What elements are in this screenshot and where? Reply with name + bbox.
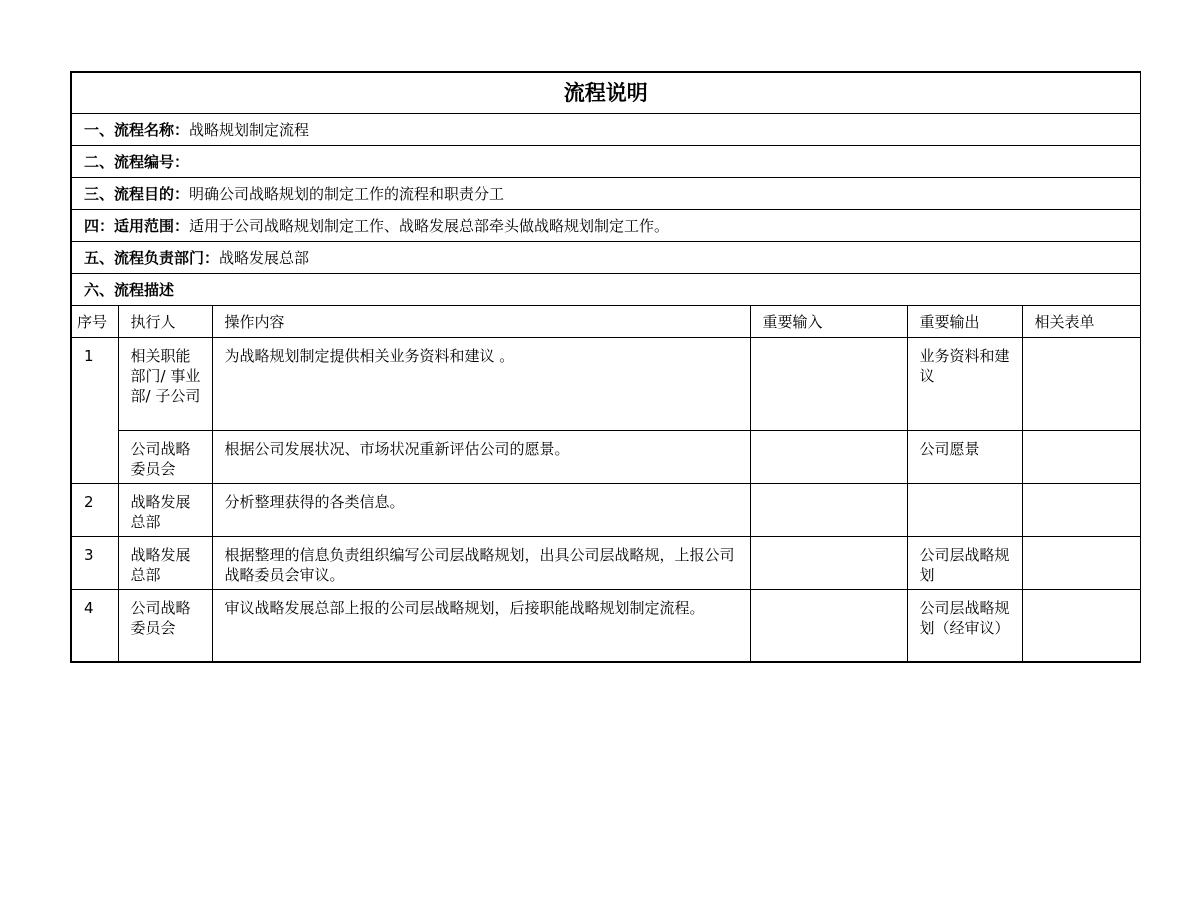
meta-label: 五、流程负责部门： xyxy=(84,248,220,267)
table-row xyxy=(71,590,1140,663)
cell-form xyxy=(1022,484,1140,537)
cell-form xyxy=(1022,338,1140,431)
meta-label: 三、流程目的： xyxy=(84,184,190,203)
cell-content: 分析整理获得的各类信息。 xyxy=(212,484,750,537)
table-row xyxy=(71,537,1140,590)
cell-no: 3 xyxy=(71,537,118,590)
cell-no: 1 xyxy=(71,338,118,484)
cell-input xyxy=(750,537,907,590)
table-row xyxy=(71,484,1140,537)
cell-output: 公司愿景 xyxy=(907,431,1022,484)
column-header-form: 相关表单 xyxy=(1022,306,1140,338)
table-row xyxy=(71,338,1140,431)
meta-process-name xyxy=(71,114,1140,146)
meta-value: 明确公司战略规划的制定工作的流程和职责分工 xyxy=(189,184,505,203)
column-header-content: 操作内容 xyxy=(212,306,750,338)
meta-label: 一、流程名称： xyxy=(84,120,190,139)
meta-label: 四：适用范围： xyxy=(84,216,190,235)
cell-form xyxy=(1022,590,1140,663)
cell-no: 2 xyxy=(71,484,118,537)
cell-executor: 公司战略委员会 xyxy=(118,590,212,663)
table-header-row xyxy=(71,306,1140,338)
cell-output: 公司层战略规划（经审议） xyxy=(907,590,1022,663)
meta-responsible-dept xyxy=(71,242,1140,274)
cell-form xyxy=(1022,431,1140,484)
meta-process-number xyxy=(71,146,1140,178)
cell-executor: 公司战略委员会 xyxy=(118,431,212,484)
cell-executor: 战略发展总部 xyxy=(118,484,212,537)
meta-process-purpose xyxy=(71,178,1140,210)
cell-content: 根据整理的信息负责组织编写公司层战略规划，出具公司层战略规，上报公司战略委员会审议。 xyxy=(212,537,750,590)
cell-form xyxy=(1022,537,1140,590)
column-header-no: 序号 xyxy=(71,306,118,338)
meta-process-description xyxy=(71,274,1140,306)
process-table xyxy=(70,71,1141,663)
process-document xyxy=(70,71,1139,663)
document-title: 流程说明 xyxy=(71,72,1140,114)
column-header-executor: 执行人 xyxy=(118,306,212,338)
meta-value: 战略发展总部 xyxy=(219,248,310,267)
cell-input xyxy=(750,590,907,663)
meta-label: 六、流程描述 xyxy=(84,280,175,299)
meta-value: 战略规划制定流程 xyxy=(189,120,310,139)
column-header-input: 重要输入 xyxy=(750,306,907,338)
cell-executor: 相关职能部门/ 事业部/ 子公司 xyxy=(118,338,212,431)
cell-no: 4 xyxy=(71,590,118,663)
meta-value: 适用于公司战略规划制定工作、战略发展总部牵头做战略规划制定工作。 xyxy=(189,216,670,235)
cell-content: 审议战略发展总部上报的公司层战略规划，后接职能战略规划制定流程。 xyxy=(212,590,750,663)
cell-output xyxy=(907,484,1022,537)
cell-executor: 战略发展总部 xyxy=(118,537,212,590)
cell-output: 业务资料和建议 xyxy=(907,338,1022,431)
cell-content: 根据公司发展状况、市场状况重新评估公司的愿景。 xyxy=(212,431,750,484)
table-row xyxy=(71,431,1140,484)
cell-content: 为战略规划制定提供相关业务资料和建议 。 xyxy=(212,338,750,431)
cell-input xyxy=(750,484,907,537)
cell-input xyxy=(750,431,907,484)
cell-output: 公司层战略规划 xyxy=(907,537,1022,590)
meta-scope xyxy=(71,210,1140,242)
cell-input xyxy=(750,338,907,431)
meta-label: 二、流程编号： xyxy=(84,152,190,171)
column-header-output: 重要输出 xyxy=(907,306,1022,338)
